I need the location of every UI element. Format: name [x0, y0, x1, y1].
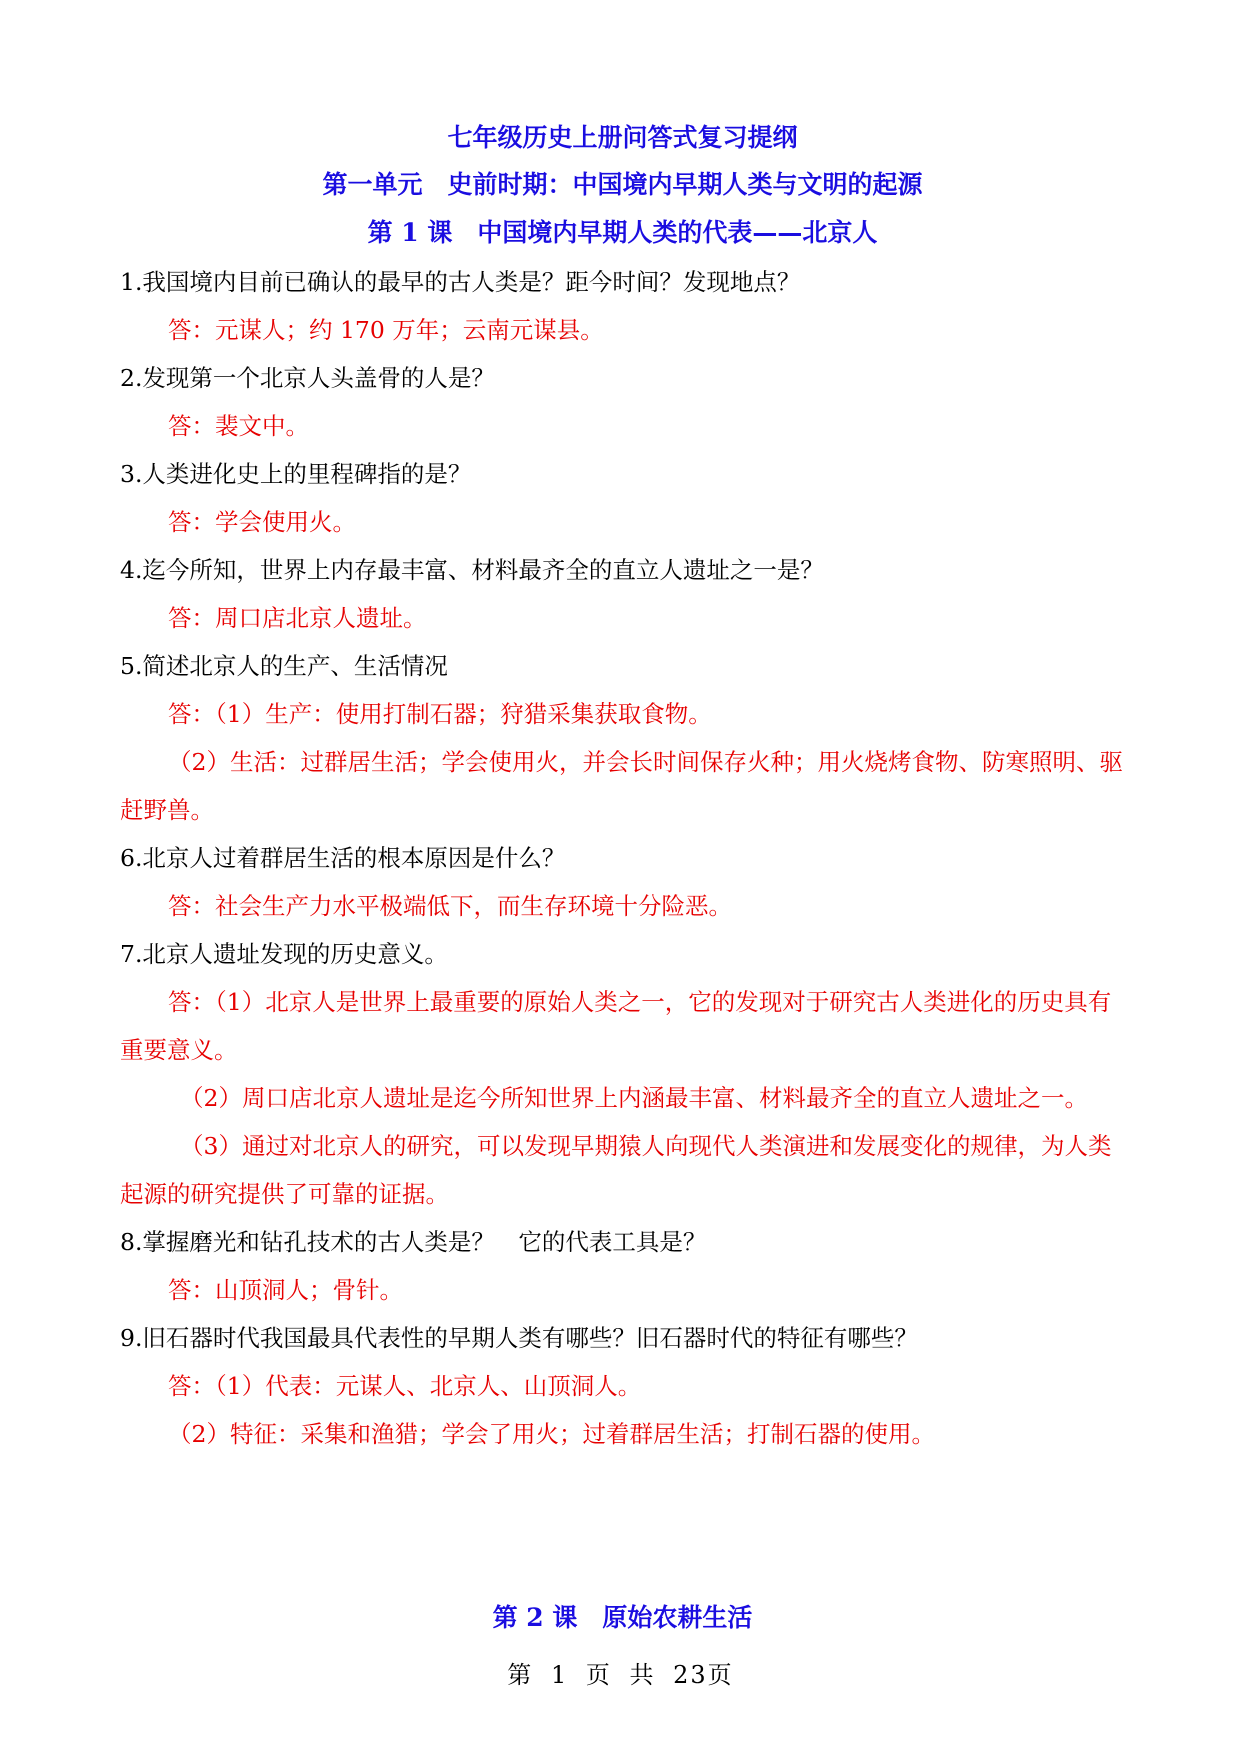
question-3: 3.人类进化史上的里程碑指的是？ — [120, 460, 472, 488]
answer-1: 答：元谋人；约 170 万年；云南元谋县。 — [168, 316, 604, 344]
question-9: 9.旧石器时代我国最具代表性的早期人类有哪些？旧石器时代的特征有哪些？ — [120, 1324, 918, 1352]
answer-7-part-3: （3）通过对北京人的研究，可以发现早期猿人向现代人类演进和发展变化的规律，为人类起源的研究提供了可靠的证据。 — [120, 1132, 1112, 1208]
lesson2-title: 第 2 课 原始农耕生活 — [492, 1603, 753, 1632]
footer-total-pages: 23页 — [673, 1661, 734, 1689]
answer-6: 答：社会生产力水平极端低下，而生存环境十分险恶。 — [168, 892, 732, 920]
qa-content — [120, 258, 1125, 1458]
lesson1-title: 第 1 课 中国境内早期人类的代表——北京人 — [367, 218, 878, 247]
question-4: 4.迄今所知，世界上内存最丰富、材料最齐全的直立人遗址之一是？ — [120, 556, 824, 584]
question-1: 1.我国境内目前已确认的最早的古人类是？距今时间？发现地点？ — [120, 268, 801, 296]
document-page — [120, 0, 1125, 1754]
document-title: 七年级历史上册问答式复习提纲 — [447, 123, 798, 152]
answer-5-part-2: （2）生活：过群居生活；学会使用火，并会长时间保存火种；用火烧烤食物、防寒照明、驱赶野兽。 — [120, 748, 1123, 824]
question-7: 7.北京人遗址发现的历史意义。 — [120, 940, 448, 968]
footer-label-ye: 页 — [585, 1661, 612, 1689]
answer-7-part-2: （2）周口店北京人遗址是迄今所知世界上内涵最丰富、材料最齐全的直立人遗址之一。 — [180, 1084, 1088, 1112]
answer-3: 答：学会使用火。 — [168, 508, 356, 536]
answer-4: 答：周口店北京人遗址。 — [168, 604, 427, 632]
answer-9-part-2: （2）特征：采集和渔猎；学会了用火；过着群居生活；打制石器的使用。 — [168, 1420, 935, 1448]
answer-9-part-1: 答：（1）代表：元谋人、北京人、山顶洞人。 — [168, 1372, 642, 1400]
question-5: 5.简述北京人的生产、生活情况 — [120, 652, 448, 680]
page-footer — [0, 1655, 1241, 1690]
footer-current-page: 1 — [550, 1661, 569, 1689]
footer-label-total: 共 — [629, 1661, 656, 1689]
answer-8: 答：山顶洞人；骨针。 — [168, 1276, 403, 1304]
question-6: 6.北京人过着群居生活的根本原因是什么？ — [120, 844, 566, 872]
answer-5-part-1: 答：（1）生产：使用打制石器；狩猎采集获取食物。 — [168, 700, 712, 728]
unit-title: 第一单元 史前时期：中国境内早期人类与文明的起源 — [322, 170, 923, 199]
footer-label-page: 第 — [507, 1661, 534, 1689]
question-8: 8.掌握磨光和钻孔技术的古人类是？ 它的代表工具是？ — [120, 1228, 707, 1256]
question-2: 2.发现第一个北京人头盖骨的人是？ — [120, 364, 495, 392]
answer-2: 答：裴文中。 — [168, 412, 309, 440]
answer-7-part-1: 答：（1）北京人是世界上最重要的原始人类之一，它的发现对于研究古人类进化的历史具有重要意义。 — [120, 988, 1112, 1064]
